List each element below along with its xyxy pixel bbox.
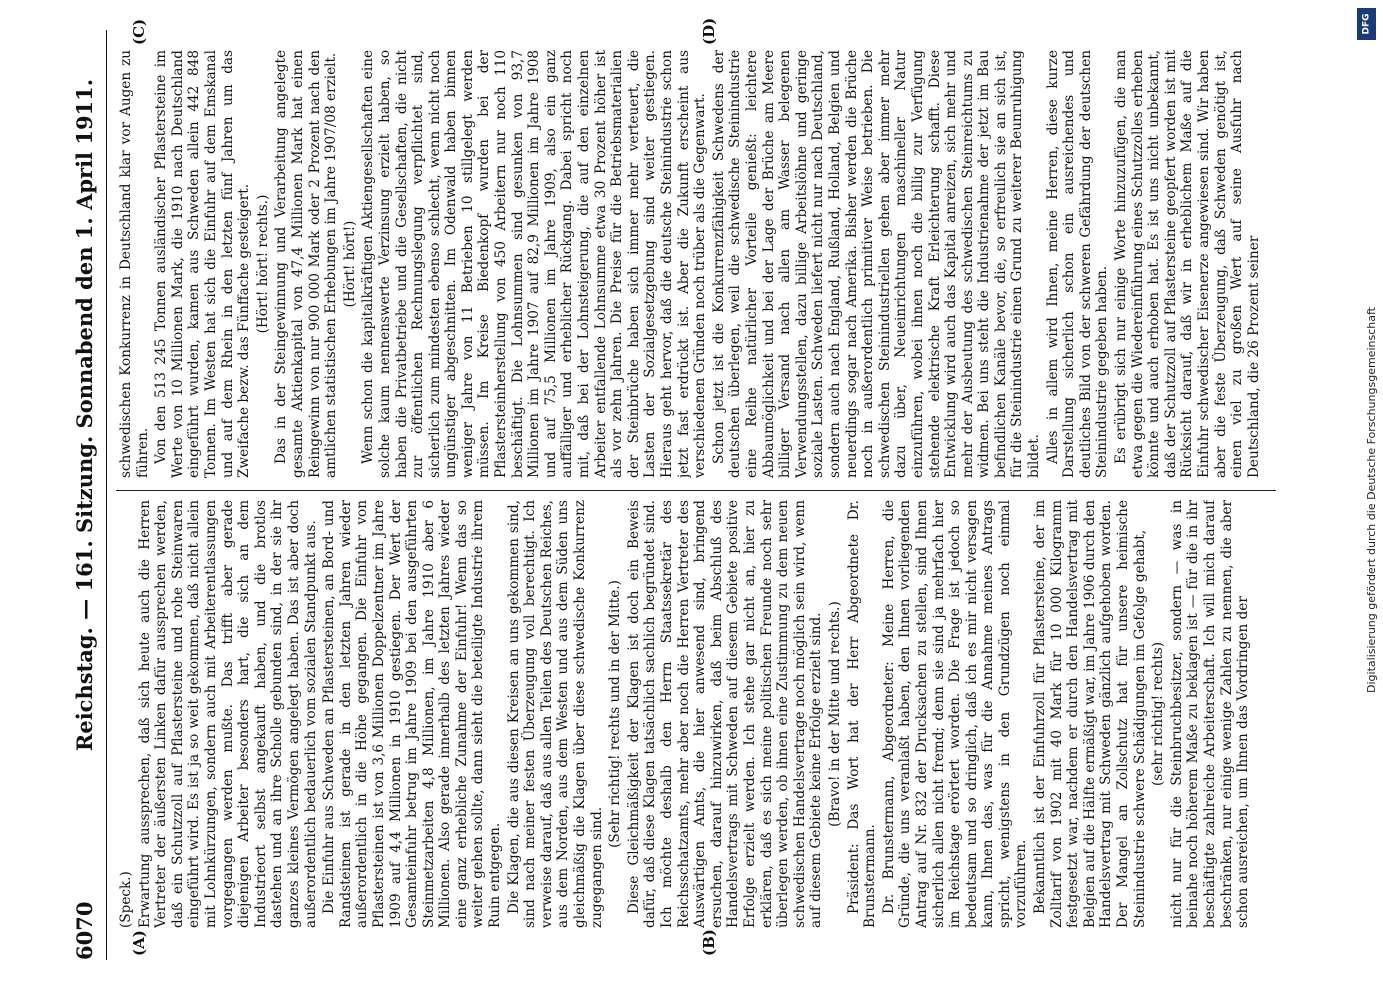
paragraph: Präsident: Das Wort hat der Herr Abgeordnete Dr. Brunstermann.: [845, 500, 879, 928]
margin-letter-d: (D): [700, 17, 718, 45]
paragraph: Das in der Steingewinnung und Verarbeitung angelegte gesamte Aktienkapital von 47,4 Millionen Mark hat einen Reingewinn von nur 900 000 Mark oder 2 Prozent nach den amtlichen statistischen Erhebungen im Jahre 1907/08 erzielt.: [273, 50, 340, 478]
margin-letter-c: (C): [130, 18, 148, 45]
credit-text: Digitalisierung gefördert durch die Deutsche Forschungsgemeinschaft: [1365, 307, 1378, 693]
page-header: [62, 30, 107, 960]
page-number: 6070: [72, 901, 97, 960]
paragraph: Es erübrigt sich nur einige Worte hinzuzufügen, die man etwa gegen die Wiedereinführung eines Schutzzolles erheben könnte und auch erhoben hat. Es ist uns nicht unbekannt, daß der Schutzzoll auf Pflastersteine geopfert worden ist mit Rücksicht darauf, daß wir in erheblichem Maße auf die Einfuhr schwedischer Eisenerze angewiesen sind. Wir haben aber die feste Überzeugung, daß Schweden genötigt ist, einen viel zu großen Wert auf seine Ausfuhr nach Deutschland, die 26 Prozent seiner: [1113, 50, 1262, 478]
paragraph: schwedischen Konkurrenz in Deutschland klar vor Augen zu führen.: [118, 50, 151, 478]
right-column: [118, 50, 1273, 478]
paragraph: Die Klagen, die aus diesen Kreisen an uns gekommen sind, sind nach meiner festen Überzeugung voll berechtigt. Ich verweise darauf, daß aus allen Teilen des Deutschen Reiches, aus dem Norden, aus dem Westen und aus dem Süden uns gleichmäßig die Klagen über diese schwedische Konkurrenz zugegangen sind.: [505, 500, 605, 928]
running-title: Reichstag. — 161. Sitzung. Sonnabend den 1. April 1911.: [72, 78, 97, 752]
paragraph: Wenn schon die kapitalkräftigen Aktiengesellschaften eine solche kaum nennenswerte Verzinsung erzielt haben, so haben die Privatbetriebe und die Gesellschaften, die nicht zur öffentlichen Rechnungslegung verpflichtet sind, sicherlich zum mindesten ebenso schlecht, wenn nicht noch ungünstiger abgeschnitten. Im Odenwald haben binnen weniger Jahre von 11 Betrieben 10 stillgelegt werden müssen. Im Kreise Biedenkopf wurden bei der Pflastersteinherstellung von 450 Arbeitern nur noch 110 beschäftigt. Die Lohnsummen sind gesunken von 93,7 Millionen im Jahre 1907 auf 82,9 Millionen im Jahre 1908 und auf 75,5 Millionen im Jahre 1909, also ein ganz auffälliger und erheblicher Rückgang. Dabei spricht noch mit, daß bei der Lohnsteigerung, die auf den einzelnen Arbeiter entfallende Lohnsumme etwa 30 Prozent höher ist als vor zehn Jahren. Die Preise für die Betriebsmaterialien der Steinbrüche haben sich immer mehr verteuert, die Lasten der Sozialgesetzgebung sind weiter gestiegen. Hieraus geht hervor, daß die deutsche Steinindustrie schon jetzt fast erdrückt ist. Aber die Zukunft erscheint aus verschiedenen Gründen noch trüber als die Gegenwart.: [360, 50, 709, 478]
speaker-note: (Speck.): [118, 871, 134, 928]
column-divider: [116, 490, 1276, 491]
interjection: (Hört! hört!): [341, 220, 358, 308]
interjection: (Sehr richtig! rechts und in der Mitte.): [607, 580, 624, 848]
paragraph: nicht nur für die Steinbruchbesitzer, sondern — was in beinahe noch höherem Maße zu beklagen ist — für die in ihr beschäftigte zahlreiche Arbeiterschaft. Ich will mich darauf beschränken, nur einige wenige Zahlen zu nennen, die aber schon ausreichen, um Ihnen das Vordringen der: [1168, 500, 1252, 928]
interjection: (sehr richtig! rechts): [1150, 641, 1167, 787]
paragraph: Von den 513 245 Tonnen ausländischer Pflastersteine im Werte von 10 Millionen Mark, die 1910 nach Deutschland eingeführt wurden, kamen aus Schweden allein 442 848 Tonnen. Im Westen hat sich die Einfuhr auf dem Emskanal und auf dem Rhein in den letzten fünf Jahren um das Zweifache bezw. das Fünffache gesteigert.: [153, 50, 253, 478]
paragraph: Schon jetzt ist die Konkurrenzfähigkeit Schwedens der deutschen überlegen, weil die schwedische Steinindustrie eine Reihe natürlicher Vorteile genießt: leichtere Abbaumöglichkeit und bei der Lage der Brüche am Meere billiger Versand nach allen am Wasser belegenen Verwendungsstellen, dazu billige Arbeitslöhne und geringe soziale Lasten. Schweden liefert nicht nur nach Deutschland, sondern auch nach England, Rußland, Holland, Belgien und neuerdings sogar nach Amerika. Bisher werden die Brüche noch in außerordentlich primitiver Weise betrieben. Die schwedischen Steinindustriellen gehen aber immer mehr dazu über, Neueinrichtungen maschineller Natur einzuführen, wobei ihnen noch die billig zur Verfügung stehende elektrische Kraft Erleichterung schafft. Diese Entwicklung wird auch das Kapital anreizen, sich mehr und mehr der Ausbeutung des schwedischen Steinreichtums zu widmen. Bei uns steht die Industrienahme der jetzt im Bau befindlichen Kanäle bevor, die, so erfreulich sie an sich ist, für die Steinindustrie einen Grund zu weiterer Beunruhigung bildet.: [710, 50, 1043, 478]
margin-letter-b: (B): [700, 929, 718, 956]
margin-letter-a: (A): [130, 930, 148, 956]
paragraph: Diese Gleichmäßigkeit der Klagen ist doch ein Beweis dafür, daß diese Klagen tatsächlich sachlich begründet sind. Ich möchte deshalb den Herrn Staatssekretär des Reichsschatzamts, mehr aber noch die Herren Vertreter des Auswärtigen Amts, die hier anwesend sind, bringend ersuchen, darauf hinzuwirken, daß beim Abschluß des Handelsvertrags mit Schweden auf diesem Gebiete positive Erfolge erzielt werden. Ich stehe gar nicht an, hier zu erklären, daß es sich meine politischen Freunde noch sehr überlegen werden, ob ihnen eine Zustimmung zu dem neuen schwedischen Handelsvertrage noch möglich sein wird, wenn auf diesem Gebiete keine Erfolge erzielt sind.: [625, 500, 825, 928]
interjection: (Hört! hört! rechts.): [254, 194, 271, 334]
left-column: [118, 500, 1273, 928]
paragraph: Alles in allem wird Ihnen, meine Herren, diese kurze Darstellung sicherlich schon ein ausreichendes und deutliches Bild von der schweren Gefährdung der deutschen Steinindustrie gegeben haben.: [1044, 50, 1111, 478]
paragraph: Die Einfuhr aus Schweden an Pflastersteinen, an Bord- und Randsteinen ist gerade in den letzten Jahren wieder außerordentlich in die Höhe gegangen. Die Einfuhr von Pflastersteinen ist von 3,6 Millionen Doppelzentner im Jahre 1909 auf 4,4 Millionen in 1910 gestiegen. Der Wert der Gesamteinfuhr betrug im Jahre 1909 bei den ausgeführten Steinmetzarbeiten 4,8 Millionen, im Jahre 1910 aber 6 Millionen. Also gerade innerhalb des letzten Jahres wieder eine ganz erhebliche Zunahme der Einfuhr! Wenn das so weiter gehen sollte, dann sieht die beteiligte Industrie ihrem Ruin entgegen.: [321, 500, 504, 928]
digitization-credit: [1356, 15, 1380, 985]
paragraph: Bekanntlich ist der Einfuhrzoll für Pflastersteine, der im Zolltarif von 1902 mit 40 Mark für 10 000 Kilogramm festgesetzt war, nachdem er durch den Handelsvertrag mit Belgien auf die Hälfte ermäßigt war, im Jahre 1906 durch den Handelsvertrag mit Schweden gänzlich aufgehoben worden. Der Mangel an Zollschutz hat für unsere heimische Steinindustrie schwere Schädigungen im Gefolge gehabt,: [1032, 500, 1148, 928]
paragraph: Dr. Brunstermann, Abgeordneter: Meine Herren, die Gründe, die uns veranlaßt haben, den Ihnen vorliegenden Antrag auf Nr. 832 der Drucksachen zu stellen, sind Ihnen sicherlich allen nicht fremd; denn sie sind ja mehrfach hier im Reichstage erörtert worden. Die Frage ist jedoch so bedeutsam und so dringlich, daß ich es mir nicht versagen kann, Ihnen das, was für die Annahme meines Antrags spricht, wenigstens in den Grundzügen noch einmal vorzuführen.: [880, 500, 1030, 928]
dfg-logo: DFG: [1357, 8, 1376, 40]
paragraph: Erwartung aussprechen, daß sich heute auch die Herren Vertreter der äußersten Linken dafür aussprechen werden, daß ein Schutzzoll auf Pflastersteine und rohe Steinwaren eingeführt wird. Es ist ja so weit gekommen, daß nicht allein mit Lohnkürzungen, sondern auch mit Arbeiterentlassungen vorgegangen werden mußte. Das trifft aber gerade diejenigen Arbeiter besonders hart, die sich an dem Industrieort selbst angekauft haben, und die brotlos dastehen und an ihre Scholle gebunden sind, in der sie ihr ganzes kleines Vermögen angelegt haben. Das ist aber doch außerordentlich bedauerlich vom sozialen Standpunkt aus.: [136, 500, 319, 928]
interjection: (Bravo! in der Mitte und rechts.): [826, 601, 843, 827]
